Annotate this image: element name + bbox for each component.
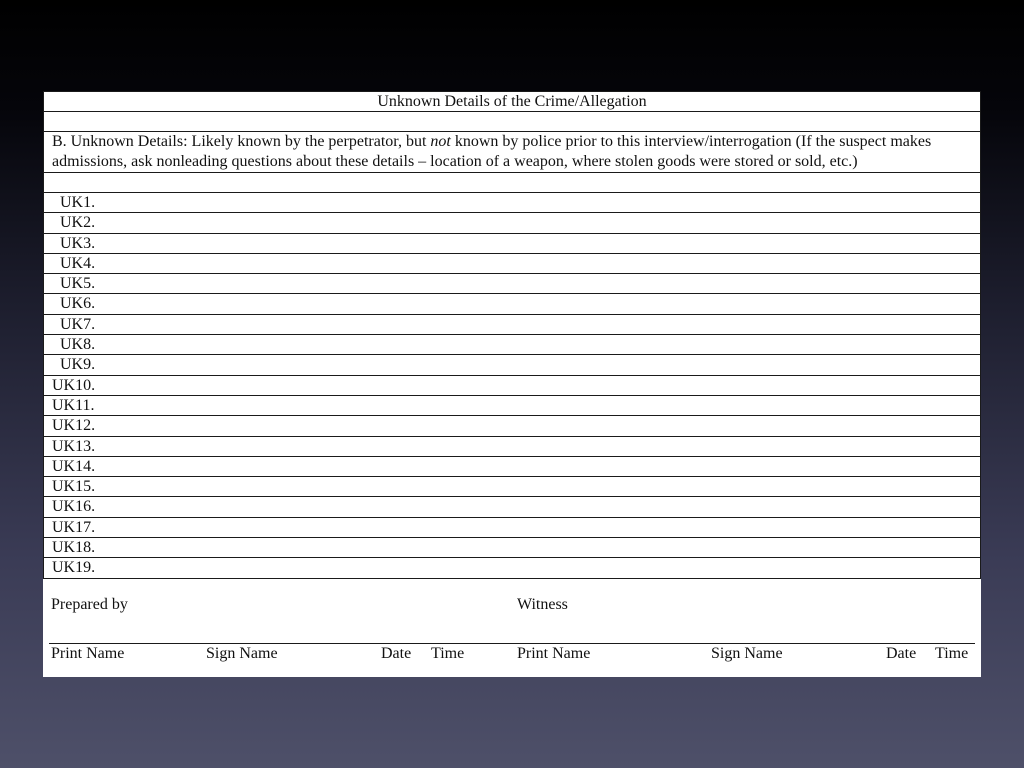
witness-print-name-label: Print Name [517,644,591,662]
unknown-detail-row[interactable]: UK17. [43,518,981,538]
section-b-description [43,132,981,173]
unknown-detail-row[interactable]: UK8. [43,335,981,355]
section-b-prefix: B. Unknown Details: Likely known by the perpetrator, but [52,133,431,150]
signature-block [43,579,981,677]
prepared-by-label: Prepared by [51,595,128,613]
unknown-detail-row[interactable]: UK7. [43,315,981,335]
section-b-suffix: known by police prior to this interview/interrogation (If the suspect makes admissions, ask nonleading questions about these details – location of a weapon, where stolen goods were stored or sold, etc.) [52,133,932,170]
unknown-details-list [43,193,981,579]
witness-date-label: Date [886,644,917,662]
preparer-time-label: Time [431,644,465,662]
unknown-detail-row[interactable]: UK10. [43,376,981,396]
witness-label: Witness [517,595,568,613]
unknown-detail-row[interactable]: UK3. [43,234,981,254]
blank-row [43,173,981,193]
unknown-detail-row[interactable]: UK13. [43,437,981,457]
unknown-detail-row[interactable]: UK5. [43,274,981,294]
unknown-detail-row[interactable]: UK1. [43,193,981,213]
unknown-detail-row[interactable]: UK11. [43,396,981,416]
preparer-date-label: Date [381,644,412,662]
unknown-detail-row[interactable]: UK4. [43,254,981,274]
preparer-sign-name-label: Sign Name [206,644,278,662]
unknown-detail-row[interactable]: UK9. [43,355,981,375]
blank-row [43,112,981,132]
unknown-detail-row[interactable]: UK14. [43,457,981,477]
unknown-detail-row[interactable]: UK18. [43,538,981,558]
signature-line [49,643,975,644]
form-title: Unknown Details of the Crime/Allegation [43,91,981,112]
unknown-detail-row[interactable]: UK19. [43,558,981,578]
witness-time-label: Time [935,644,969,662]
unknown-detail-row[interactable]: UK6. [43,294,981,314]
witness-sign-name-label: Sign Name [711,644,783,662]
section-b-emphasis: not [430,133,451,150]
unknown-detail-row[interactable]: UK16. [43,497,981,517]
unknown-detail-row[interactable]: UK15. [43,477,981,497]
unknown-detail-row[interactable]: UK2. [43,213,981,233]
unknown-details-form [43,91,981,677]
unknown-detail-row[interactable]: UK12. [43,416,981,436]
preparer-print-name-label: Print Name [51,644,125,662]
